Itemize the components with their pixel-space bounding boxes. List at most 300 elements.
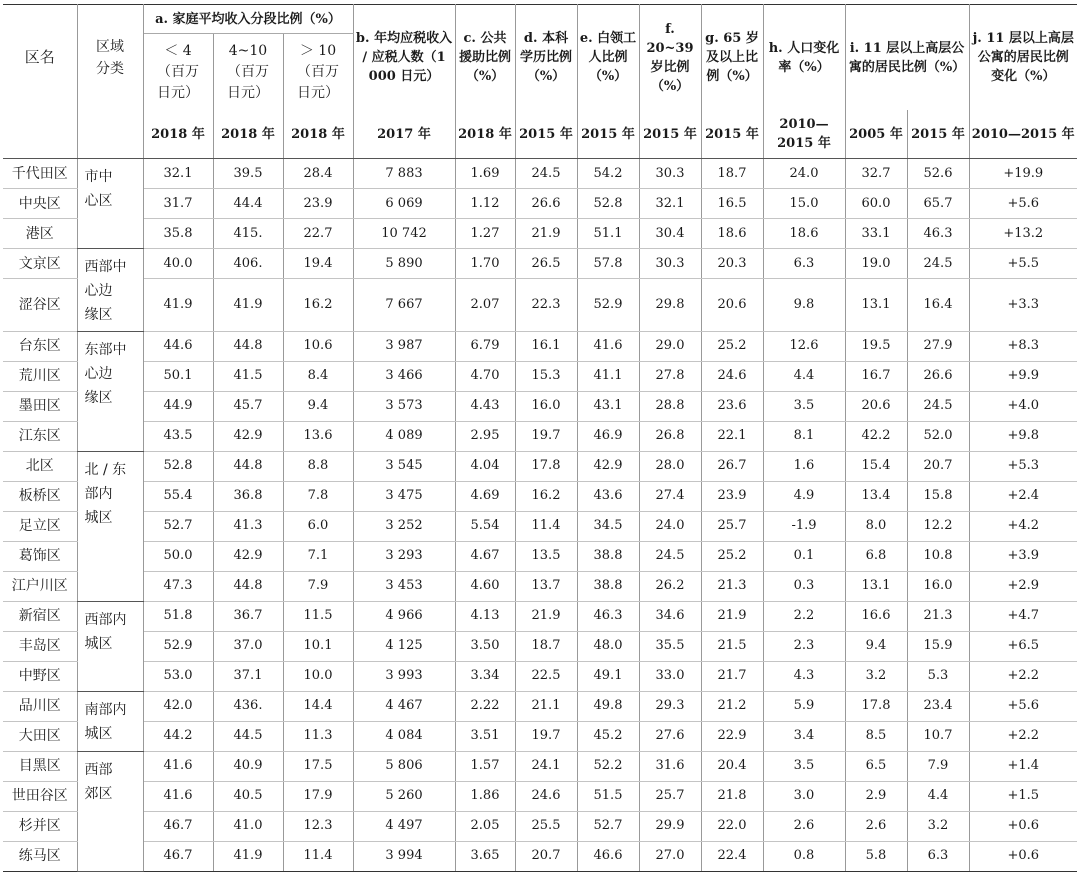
data-cell: 49.1 xyxy=(577,661,639,691)
table-row xyxy=(3,451,1077,481)
year-cell: 2015 年 xyxy=(577,110,639,159)
data-cell: 46.9 xyxy=(577,421,639,451)
data-cell: 4 084 xyxy=(353,721,455,751)
data-cell: 16.1 xyxy=(515,331,577,361)
data-cell: 3 545 xyxy=(353,451,455,481)
data-cell: 16.6 xyxy=(845,601,907,631)
data-cell: 41.6 xyxy=(143,781,213,811)
data-cell: 436. xyxy=(213,691,283,721)
data-cell: 26.2 xyxy=(639,571,701,601)
data-cell: 5 806 xyxy=(353,751,455,781)
data-cell: 34.6 xyxy=(639,601,701,631)
data-cell: 26.5 xyxy=(515,249,577,279)
district-name: 足立区 xyxy=(3,511,77,541)
data-cell: 2.22 xyxy=(455,691,515,721)
data-cell: 24.5 xyxy=(907,391,969,421)
data-cell: 3 453 xyxy=(353,571,455,601)
header-region: 区域 分类 xyxy=(77,5,143,111)
data-cell: 11.5 xyxy=(283,601,353,631)
data-cell: 28.4 xyxy=(283,159,353,189)
data-cell: 2.3 xyxy=(763,631,845,661)
data-cell: 29.9 xyxy=(639,811,701,841)
data-cell: 9.4 xyxy=(845,631,907,661)
data-cell: 3.51 xyxy=(455,721,515,751)
data-cell: 11.4 xyxy=(283,841,353,871)
data-cell: 18.6 xyxy=(701,219,763,249)
data-cell: 35.8 xyxy=(143,219,213,249)
data-cell: 65.7 xyxy=(907,189,969,219)
data-cell: 31.7 xyxy=(143,189,213,219)
data-cell: 3 573 xyxy=(353,391,455,421)
data-cell: 2.07 xyxy=(455,279,515,332)
data-cell: 1.86 xyxy=(455,781,515,811)
data-cell: 52.8 xyxy=(143,451,213,481)
data-cell: 45.2 xyxy=(577,721,639,751)
data-cell: 42.9 xyxy=(213,421,283,451)
data-cell: 23.6 xyxy=(701,391,763,421)
data-cell: 42.9 xyxy=(213,541,283,571)
data-cell: 5.8 xyxy=(845,841,907,871)
data-cell: 32.7 xyxy=(845,159,907,189)
data-cell: +4.7 xyxy=(969,601,1077,631)
data-cell: 24.5 xyxy=(907,249,969,279)
data-cell: 21.1 xyxy=(515,691,577,721)
data-cell: 10.6 xyxy=(283,331,353,361)
data-cell: 52.7 xyxy=(143,511,213,541)
data-cell: 32.1 xyxy=(639,189,701,219)
data-cell: 46.3 xyxy=(907,219,969,249)
data-cell: 1.6 xyxy=(763,451,845,481)
data-cell: +8.3 xyxy=(969,331,1077,361)
data-cell: 24.0 xyxy=(763,159,845,189)
data-cell: 35.5 xyxy=(639,631,701,661)
data-cell: 8.0 xyxy=(845,511,907,541)
year-cell: 2005 年 xyxy=(845,110,907,159)
data-cell: 16.0 xyxy=(907,571,969,601)
table-row xyxy=(3,219,1077,249)
header-income-high: ＞ 10 （百万 日元） xyxy=(283,34,353,111)
data-cell: 52.2 xyxy=(577,751,639,781)
data-cell: 31.6 xyxy=(639,751,701,781)
data-cell: 25.2 xyxy=(701,331,763,361)
table-row xyxy=(3,691,1077,721)
data-cell: 21.3 xyxy=(701,571,763,601)
data-cell: 8.5 xyxy=(845,721,907,751)
data-cell: 19.7 xyxy=(515,721,577,751)
data-cell: 2.95 xyxy=(455,421,515,451)
data-cell: 42.9 xyxy=(577,451,639,481)
year-cell: 2015 年 xyxy=(907,110,969,159)
data-cell: 21.9 xyxy=(515,219,577,249)
data-cell: 4.4 xyxy=(763,361,845,391)
table-body xyxy=(3,159,1077,872)
data-cell: 3.2 xyxy=(907,811,969,841)
data-cell: 32.1 xyxy=(143,159,213,189)
header-highrise-change: j. 11 层以上高层公寓的居民比例变化（%） xyxy=(969,5,1077,111)
data-cell: 13.6 xyxy=(283,421,353,451)
data-cell: 16.7 xyxy=(845,361,907,391)
data-cell: 22.0 xyxy=(701,811,763,841)
table-row xyxy=(3,249,1077,279)
data-cell: 40.5 xyxy=(213,781,283,811)
data-cell: 10.1 xyxy=(283,631,353,661)
data-cell: 3.65 xyxy=(455,841,515,871)
data-cell: 21.7 xyxy=(701,661,763,691)
data-cell: 22.1 xyxy=(701,421,763,451)
data-cell: 44.5 xyxy=(213,721,283,751)
data-cell: 18.6 xyxy=(763,219,845,249)
data-cell: +3.9 xyxy=(969,541,1077,571)
data-cell: +3.3 xyxy=(969,279,1077,332)
data-cell: 52.6 xyxy=(907,159,969,189)
data-cell: 26.8 xyxy=(639,421,701,451)
data-cell: 3 466 xyxy=(353,361,455,391)
data-cell: 3.5 xyxy=(763,391,845,421)
data-cell: 22.5 xyxy=(515,661,577,691)
data-cell: 41.9 xyxy=(143,279,213,332)
data-cell: 0.1 xyxy=(763,541,845,571)
data-cell: 12.2 xyxy=(907,511,969,541)
table-row xyxy=(3,721,1077,751)
data-cell: 2.6 xyxy=(845,811,907,841)
data-cell: 55.4 xyxy=(143,481,213,511)
data-cell: 4.70 xyxy=(455,361,515,391)
data-cell: 20.7 xyxy=(515,841,577,871)
data-cell: 25.7 xyxy=(701,511,763,541)
district-name: 中野区 xyxy=(3,661,77,691)
data-cell: 19.4 xyxy=(283,249,353,279)
data-cell: 17.8 xyxy=(515,451,577,481)
district-name: 品川区 xyxy=(3,691,77,721)
data-cell: 23.4 xyxy=(907,691,969,721)
data-cell: 44.8 xyxy=(213,451,283,481)
data-cell: +6.5 xyxy=(969,631,1077,661)
data-cell: 4 089 xyxy=(353,421,455,451)
data-cell: 41.6 xyxy=(577,331,639,361)
data-cell: 4.13 xyxy=(455,601,515,631)
data-cell: 7.8 xyxy=(283,481,353,511)
table-row xyxy=(3,751,1077,781)
data-cell: 27.6 xyxy=(639,721,701,751)
data-cell: 30.3 xyxy=(639,249,701,279)
region-category: 市中 心区 xyxy=(77,159,143,249)
header-year-blank-1 xyxy=(3,110,77,159)
data-cell: 16.2 xyxy=(515,481,577,511)
district-name: 目黑区 xyxy=(3,751,77,781)
data-cell: 3 993 xyxy=(353,661,455,691)
data-cell: 1.57 xyxy=(455,751,515,781)
data-cell: +9.9 xyxy=(969,361,1077,391)
data-cell: 15.9 xyxy=(907,631,969,661)
table-row xyxy=(3,511,1077,541)
header-income-group: a. 家庭平均收入分段比例（%） xyxy=(143,5,353,34)
data-cell: 28.0 xyxy=(639,451,701,481)
data-cell: 46.7 xyxy=(143,841,213,871)
header-public-assistance: c. 公共援助比例（%） xyxy=(455,5,515,111)
data-cell: +4.2 xyxy=(969,511,1077,541)
data-cell: 19.0 xyxy=(845,249,907,279)
data-cell: 40.0 xyxy=(143,249,213,279)
data-cell: 5.9 xyxy=(763,691,845,721)
district-name: 板桥区 xyxy=(3,481,77,511)
table-row xyxy=(3,189,1077,219)
data-cell: 13.4 xyxy=(845,481,907,511)
data-cell: 10.8 xyxy=(907,541,969,571)
data-cell: 26.7 xyxy=(701,451,763,481)
data-cell: 19.5 xyxy=(845,331,907,361)
data-cell: 13.5 xyxy=(515,541,577,571)
region-category: 西部 郊区 xyxy=(77,751,143,871)
data-cell: 13.1 xyxy=(845,279,907,332)
data-cell: 52.9 xyxy=(577,279,639,332)
data-cell: 51.1 xyxy=(577,219,639,249)
data-cell: 17.8 xyxy=(845,691,907,721)
table-row xyxy=(3,781,1077,811)
data-cell: 8.8 xyxy=(283,451,353,481)
data-cell: 38.8 xyxy=(577,541,639,571)
table-row xyxy=(3,571,1077,601)
data-cell: 20.4 xyxy=(701,751,763,781)
table-row xyxy=(3,159,1077,189)
data-cell: 8.1 xyxy=(763,421,845,451)
data-cell: 7.9 xyxy=(907,751,969,781)
data-cell: 3 252 xyxy=(353,511,455,541)
data-cell: 4.67 xyxy=(455,541,515,571)
region-category: 西部中 心边 缘区 xyxy=(77,249,143,332)
data-cell: -1.9 xyxy=(763,511,845,541)
data-cell: 6.8 xyxy=(845,541,907,571)
header-income-low: ＜ 4 （百万 日元） xyxy=(143,34,213,111)
data-cell: 43.5 xyxy=(143,421,213,451)
data-cell: 5 260 xyxy=(353,781,455,811)
data-cell: 4 497 xyxy=(353,811,455,841)
data-cell: 14.4 xyxy=(283,691,353,721)
data-cell: 41.9 xyxy=(213,841,283,871)
data-cell: 43.6 xyxy=(577,481,639,511)
data-cell: 22.9 xyxy=(701,721,763,751)
data-cell: 6.5 xyxy=(845,751,907,781)
data-cell: +19.9 xyxy=(969,159,1077,189)
data-cell: 24.5 xyxy=(639,541,701,571)
data-cell: 15.3 xyxy=(515,361,577,391)
data-cell: 7.1 xyxy=(283,541,353,571)
data-cell: 41.3 xyxy=(213,511,283,541)
district-name: 港区 xyxy=(3,219,77,249)
district-name: 荒川区 xyxy=(3,361,77,391)
data-cell: 39.5 xyxy=(213,159,283,189)
header-age-65: g. 65 岁及以上比例（%） xyxy=(701,5,763,111)
data-cell: 49.8 xyxy=(577,691,639,721)
data-cell: 44.9 xyxy=(143,391,213,421)
data-cell: 21.9 xyxy=(515,601,577,631)
data-cell: 10.7 xyxy=(907,721,969,751)
data-cell: 23.9 xyxy=(283,189,353,219)
data-cell: +4.0 xyxy=(969,391,1077,421)
data-cell: 45.7 xyxy=(213,391,283,421)
data-cell: 0.8 xyxy=(763,841,845,871)
data-cell: 16.4 xyxy=(907,279,969,332)
year-cell: 2015 年 xyxy=(639,110,701,159)
data-cell: 40.9 xyxy=(213,751,283,781)
data-cell: 41.9 xyxy=(213,279,283,332)
header-year-blank-2 xyxy=(77,110,143,159)
data-cell: 10.0 xyxy=(283,661,353,691)
header-taxable-income: b. 年均应税收入 / 应税人数（1 000 日元） xyxy=(353,5,455,111)
data-cell: 44.4 xyxy=(213,189,283,219)
district-name: 北区 xyxy=(3,451,77,481)
data-cell: 44.2 xyxy=(143,721,213,751)
district-name: 千代田区 xyxy=(3,159,77,189)
data-cell: 9.4 xyxy=(283,391,353,421)
data-cell: 3.34 xyxy=(455,661,515,691)
data-cell: 48.0 xyxy=(577,631,639,661)
data-cell: 46.3 xyxy=(577,601,639,631)
data-cell: 12.3 xyxy=(283,811,353,841)
data-cell: 29.8 xyxy=(639,279,701,332)
data-cell: 54.2 xyxy=(577,159,639,189)
data-cell: 25.2 xyxy=(701,541,763,571)
data-cell: 24.6 xyxy=(701,361,763,391)
table-row xyxy=(3,391,1077,421)
data-cell: 28.8 xyxy=(639,391,701,421)
data-cell: 4.4 xyxy=(907,781,969,811)
table-row xyxy=(3,331,1077,361)
data-cell: +1.4 xyxy=(969,751,1077,781)
data-cell: 50.1 xyxy=(143,361,213,391)
district-name: 涩谷区 xyxy=(3,279,77,332)
district-name: 丰岛区 xyxy=(3,631,77,661)
data-cell: 36.7 xyxy=(213,601,283,631)
data-cell: 20.7 xyxy=(907,451,969,481)
data-cell: 37.1 xyxy=(213,661,283,691)
data-cell: 0.3 xyxy=(763,571,845,601)
data-cell: 18.7 xyxy=(701,159,763,189)
data-cell: 13.7 xyxy=(515,571,577,601)
data-table xyxy=(3,4,1077,872)
region-category: 北 / 东 部内 城区 xyxy=(77,451,143,601)
data-cell: 5 890 xyxy=(353,249,455,279)
data-cell: 6.3 xyxy=(763,249,845,279)
data-cell: 12.6 xyxy=(763,331,845,361)
region-category: 西部内 城区 xyxy=(77,601,143,691)
data-cell: 53.0 xyxy=(143,661,213,691)
district-name: 江东区 xyxy=(3,421,77,451)
data-cell: 5.54 xyxy=(455,511,515,541)
data-cell: 36.8 xyxy=(213,481,283,511)
data-cell: 21.5 xyxy=(701,631,763,661)
data-cell: 24.6 xyxy=(515,781,577,811)
data-cell: 44.8 xyxy=(213,331,283,361)
data-cell: +5.6 xyxy=(969,691,1077,721)
data-cell: +2.2 xyxy=(969,661,1077,691)
data-cell: 8.4 xyxy=(283,361,353,391)
data-cell: 50.0 xyxy=(143,541,213,571)
data-cell: 20.6 xyxy=(701,279,763,332)
data-cell: 3 293 xyxy=(353,541,455,571)
data-cell: 52.8 xyxy=(577,189,639,219)
data-cell: 29.3 xyxy=(639,691,701,721)
region-category: 南部内 城区 xyxy=(77,691,143,751)
data-cell: 15.8 xyxy=(907,481,969,511)
data-cell: 2.05 xyxy=(455,811,515,841)
data-cell: 21.9 xyxy=(701,601,763,631)
data-cell: 27.0 xyxy=(639,841,701,871)
table-row xyxy=(3,841,1077,871)
data-cell: 22.4 xyxy=(701,841,763,871)
data-cell: 22.3 xyxy=(515,279,577,332)
data-cell: 3.2 xyxy=(845,661,907,691)
data-cell: 4 966 xyxy=(353,601,455,631)
data-cell: +2.2 xyxy=(969,721,1077,751)
data-cell: 3.50 xyxy=(455,631,515,661)
data-cell: 3.0 xyxy=(763,781,845,811)
data-cell: 4 125 xyxy=(353,631,455,661)
data-cell: 7 883 xyxy=(353,159,455,189)
data-cell: 47.3 xyxy=(143,571,213,601)
data-cell: 21.8 xyxy=(701,781,763,811)
table-row xyxy=(3,361,1077,391)
table-row xyxy=(3,661,1077,691)
data-cell: 27.4 xyxy=(639,481,701,511)
data-cell: 6.3 xyxy=(907,841,969,871)
data-cell: 1.27 xyxy=(455,219,515,249)
data-cell: 44.8 xyxy=(213,571,283,601)
data-cell: 24.1 xyxy=(515,751,577,781)
data-cell: 4.60 xyxy=(455,571,515,601)
data-cell: 3.4 xyxy=(763,721,845,751)
data-cell: 46.7 xyxy=(143,811,213,841)
data-cell: 23.9 xyxy=(701,481,763,511)
data-cell: 43.1 xyxy=(577,391,639,421)
data-cell: 20.3 xyxy=(701,249,763,279)
data-cell: 19.7 xyxy=(515,421,577,451)
data-cell: +1.5 xyxy=(969,781,1077,811)
data-cell: 4 467 xyxy=(353,691,455,721)
data-cell: 25.7 xyxy=(639,781,701,811)
data-cell: 26.6 xyxy=(907,361,969,391)
data-cell: 24.0 xyxy=(639,511,701,541)
data-cell: 7 667 xyxy=(353,279,455,332)
year-cell: 2010— 2015 年 xyxy=(763,110,845,159)
data-cell: 3.5 xyxy=(763,751,845,781)
district-name: 世田谷区 xyxy=(3,781,77,811)
data-cell: 11.4 xyxy=(515,511,577,541)
data-cell: 46.6 xyxy=(577,841,639,871)
header-district: 区名 xyxy=(3,5,77,111)
data-cell: 17.5 xyxy=(283,751,353,781)
data-cell: 33.1 xyxy=(845,219,907,249)
data-cell: 6.79 xyxy=(455,331,515,361)
data-cell: +2.9 xyxy=(969,571,1077,601)
data-cell: 26.6 xyxy=(515,189,577,219)
data-cell: 3 987 xyxy=(353,331,455,361)
data-cell: 24.5 xyxy=(515,159,577,189)
district-name: 台东区 xyxy=(3,331,77,361)
data-cell: 16.5 xyxy=(701,189,763,219)
data-cell: 15.4 xyxy=(845,451,907,481)
district-name: 大田区 xyxy=(3,721,77,751)
district-name: 新宿区 xyxy=(3,601,77,631)
data-cell: 18.7 xyxy=(515,631,577,661)
table-row xyxy=(3,279,1077,332)
data-cell: 41.6 xyxy=(143,751,213,781)
data-cell: 41.0 xyxy=(213,811,283,841)
district-name: 江户川区 xyxy=(3,571,77,601)
data-cell: 2.9 xyxy=(845,781,907,811)
data-cell: 4.9 xyxy=(763,481,845,511)
data-cell: 5.3 xyxy=(907,661,969,691)
district-name: 杉并区 xyxy=(3,811,77,841)
